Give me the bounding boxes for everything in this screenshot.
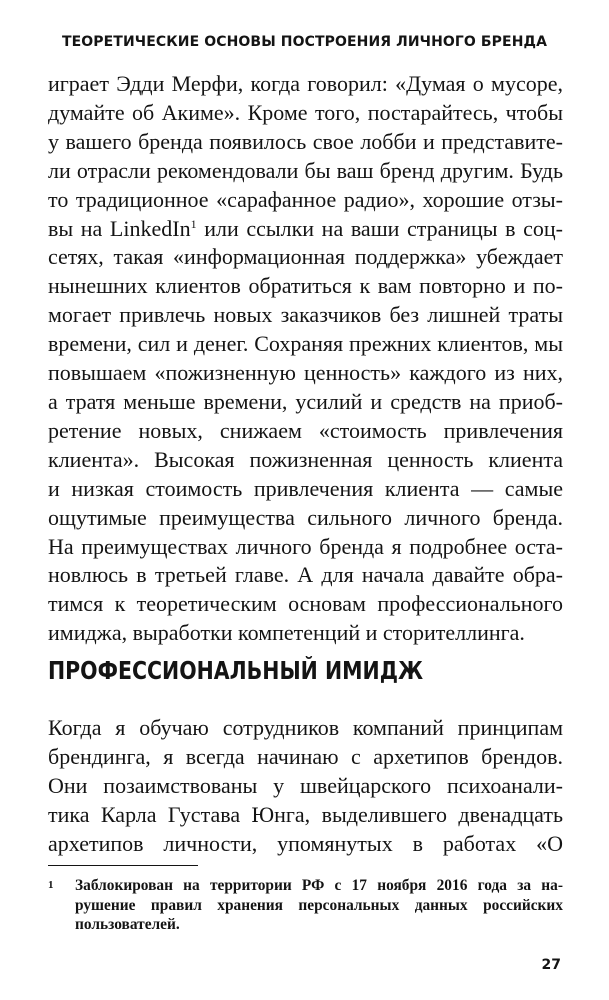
footnote-reference[interactable]: 1	[190, 216, 197, 231]
paragraph-line-with-footnote	[48, 215, 563, 244]
paragraph-line: ретение новых, снижаем «стоимость привлечения	[48, 417, 563, 443]
line-suffix: или ссылки на ваши страницы в соц-	[196, 215, 563, 241]
page-number: 27	[541, 957, 561, 973]
paragraph-line: тимся к теоретическим основам профессионального	[48, 591, 563, 617]
paragraph-line: новлюсь в третьей главе. А для начала давайте обра-	[48, 562, 563, 588]
paragraph-line: ли отрасли рекомендовали бы ваш бренд другим. Будь	[48, 157, 563, 183]
paragraph-line: На преимуществах личного бренда я подробнее оста-	[48, 533, 563, 559]
paragraph-line: повышаем «пожизненную ценность» каждого из них,	[48, 360, 563, 386]
paragraph-line: имиджа, выработки компетенций и сторителлинга.	[48, 620, 525, 646]
paragraph-line: тика Карла Густава Юнга, выделившего двенадцать	[48, 801, 563, 827]
paragraph-line: у вашего бренда появилось свое лобби и представите-	[48, 128, 563, 154]
footnote-line: рушение правил хранения персональных данных российских	[75, 896, 563, 914]
paragraph-line: сетях, такая «информационная поддержка» убеждает	[48, 244, 563, 270]
paragraph-line: времени, сил и денег. Сохраняя прежних клиентов, мы	[48, 331, 563, 357]
paragraph-line: и низкая стоимость привлечения клиента — самые	[48, 475, 563, 501]
footnote-line: Заблокирован на территории РФ с 17 ноября 2016 года за на-	[75, 877, 563, 894]
running-head: ТЕОРЕТИЧЕСКИЕ ОСНОВЫ ПОСТРОЕНИЯ ЛИЧНОГО БРЕНДА	[61, 34, 548, 50]
paragraph-line: то традиционное «сарафанное радио», хорошие отзы-	[48, 186, 563, 212]
paragraph-1	[48, 70, 563, 648]
paragraph-line: могает привлечь новых заказчиков без лишней траты	[48, 302, 563, 328]
paragraph-line: Когда я обучаю сотрудников компаний принципам	[48, 715, 563, 740]
paragraph-line: клиента». Высокая пожизненная ценность клиента	[48, 446, 563, 472]
footnote-divider	[48, 865, 198, 866]
paragraph-line: ощутимые преимущества сильного личного бренда.	[48, 504, 563, 530]
paragraph-2	[48, 714, 563, 859]
line-prefix: вы на LinkedIn	[48, 215, 191, 241]
paragraph-line: брендинга, я всегда начинаю с архетипов брендов.	[48, 743, 563, 769]
paragraph-line: архетипов личности, упомянутых в работах «О	[48, 830, 563, 856]
paragraph-line: Они позаимствованы у швейцарского психоанали-	[48, 772, 563, 798]
footnote-line: пользователей.	[75, 916, 180, 933]
section-heading: ПРОФЕССИОНАЛЬНЫЙ ИМИДЖ	[48, 656, 424, 685]
footnote	[48, 876, 563, 935]
footnote-mark: 1	[48, 879, 54, 891]
paragraph-line: думайте об Акиме». Кроме того, постарайтесь, чтобы	[48, 99, 563, 125]
paragraph-line: нынешних клиентов обратиться к вам повторно и по-	[48, 273, 563, 299]
footnote-text	[75, 876, 563, 935]
paragraph-line: а тратя меньше времени, усилий и средств на приоб-	[48, 388, 563, 414]
paragraph-line: играет Эдди Мерфи, когда говорил: «Думая о мусоре,	[48, 71, 563, 96]
